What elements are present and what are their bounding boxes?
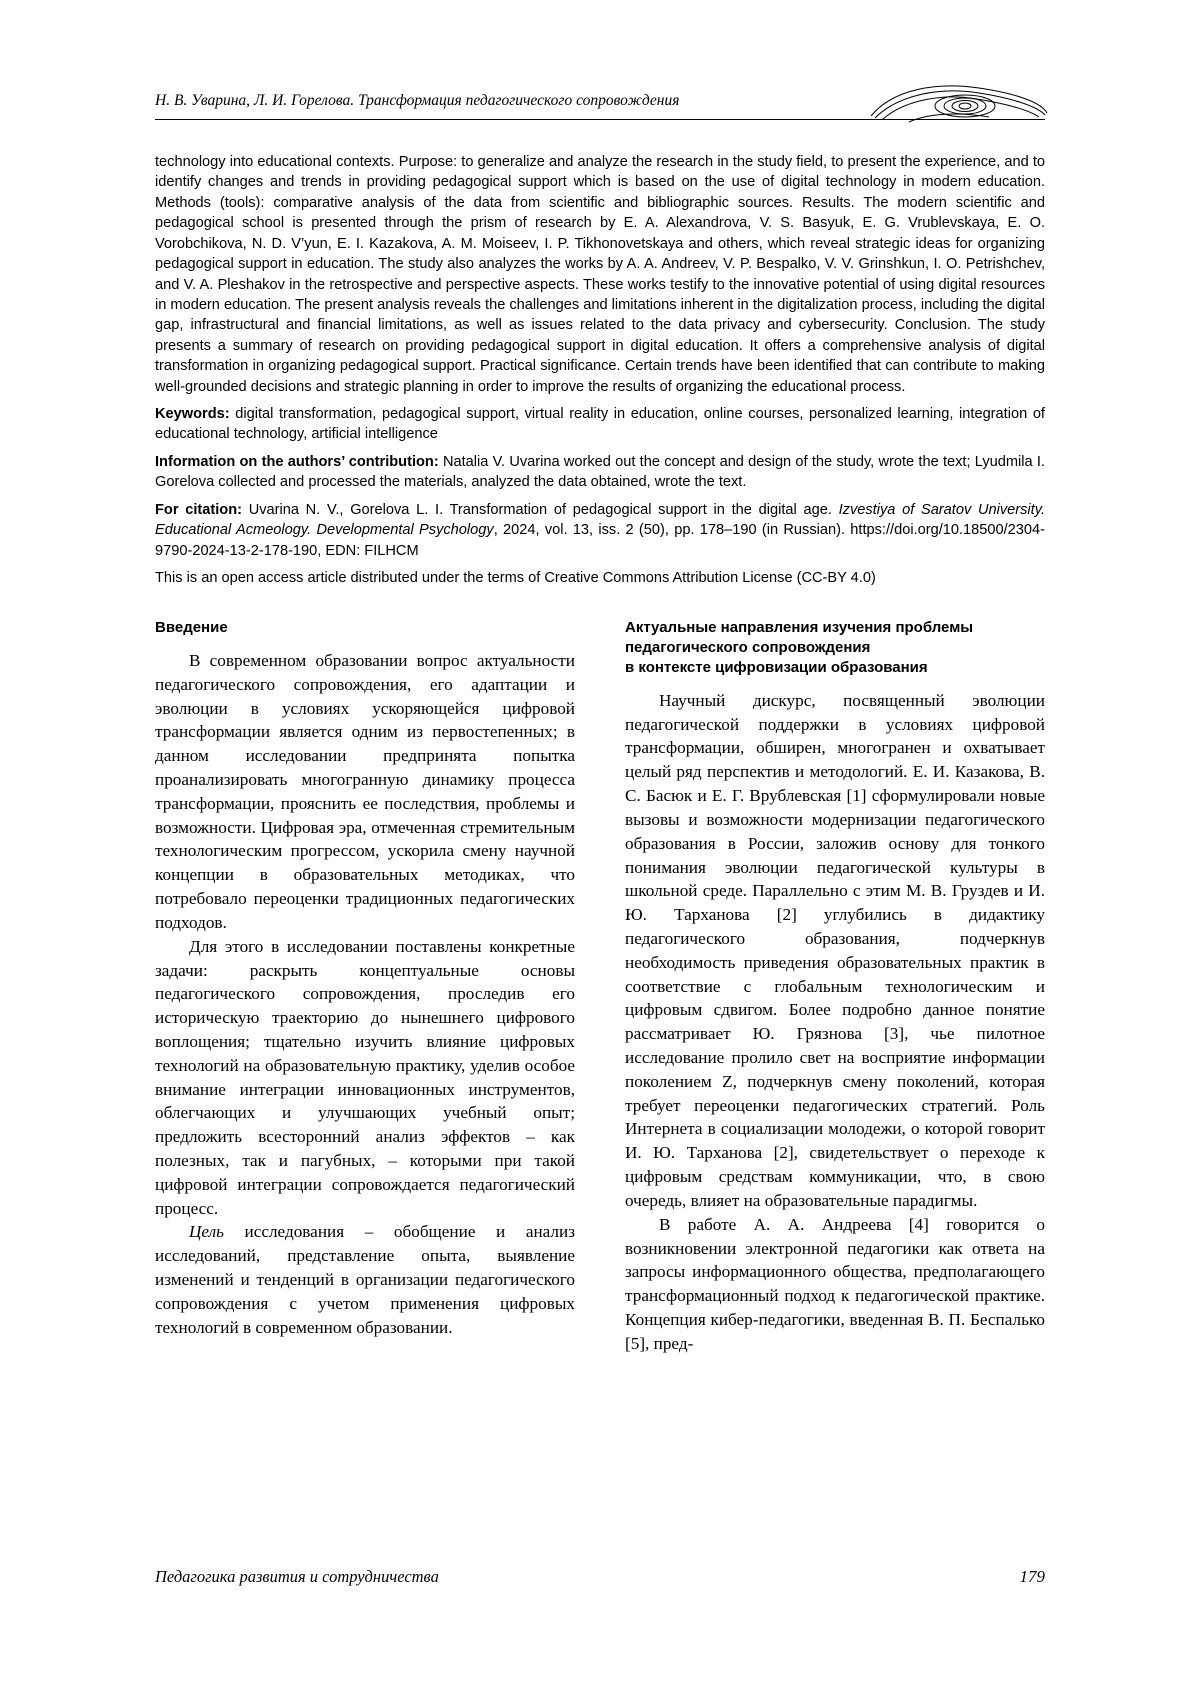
body-columns — [155, 618, 1045, 1398]
section-heading-line-1: Актуальные направления изучения проблемы — [625, 619, 974, 636]
page-number: 179 — [1019, 1567, 1045, 1586]
citation-label: For citation: — [155, 501, 242, 518]
running-head — [155, 92, 1045, 132]
license-text: This is an open access article distributed under the terms of Creative Commons Attribution License (CC-BY 4.0) — [155, 570, 876, 587]
contribution-label: Information on the authors’ contribution: — [155, 453, 439, 470]
citation-text-1: Uvarina N. V., Gorelova L. I. Transformation of pedagogical support in the digital age. — [248, 501, 839, 518]
abstract-block — [155, 152, 1045, 588]
column-left — [155, 618, 575, 1340]
running-head-text: Н. В. Уварина, Л. И. Горелова. Трансформация педагогического сопровождения — [155, 92, 680, 109]
wave-ornament-icon — [869, 82, 1049, 128]
contribution-line — [155, 452, 1045, 493]
paragraph: Научный дискурс, посвященный эволюции педагогической поддержки в условиях цифровой трансформации, обширен, многогранен и охватывает целый ряд перспектив и методологий. Е. И. Казакова, В. С. Басюк и Е. Г. Врублевская [1] сформулировали новые вызовы и возможности модернизации педагогического образования в России, заложив основу для тонкого понимания эволюции педагогической культуры в школьной среде. Параллельно с этим М. В. Груздев и И. Ю. Тарханова [2] углубились в дидактику педагогического образования, подчеркнув необходимость приведения образовательных практик в соответствие с глобальным технологическим и цифровым сдвигом. Более подробно данное понятие рассматривает Ю. Грязнова [3], чье пилотное исследование пролило свет на восприятие информации поколением Z, подчеркнув смену поколений, которая требует переоценки педагогических стратегий. Роль Интернета в социализации молодежи, о которой говорит И. Ю. Тарханова [2], свидетельствует о переходе к цифровым средствам коммуникации, что, в свою очередь, влияет на образовательные парадигмы. — [625, 690, 1045, 1210]
paragraph-goal — [155, 1220, 575, 1339]
keywords-label: Keywords: — [155, 406, 230, 423]
abstract-main — [155, 152, 1045, 397]
abstract-main-text: technology into educational contexts. Purpose: to generalize and analyze the research in the study field, to present the experience, and to identify changes and trends in providing pedagogical support which is based on the use of digital technology in modern education. Methods (tools): comparative analysis of the data from scientific and bibliographic sources. Results. The modern scientific and pedagogical school is presented through the prism of research by E. A. Alexandrova, V. S. Basyuk, E. G. Vrublevskaya, E. O. Vorobchikova, N. D. V’yun, E. I. Kazakova, A. M. Moiseev, I. P. Tikhonovetskaya and others, which reveal strategic ideas for organizing pedagogical support in education. The study also analyzes the works by A. A. Andreev, V. P. Bespalko, V. V. Grinshkun, I. O. Petrishchev, and V. A. Pleshakov in the retrospective and perspective aspects. These works testify to the innovative potential of using digital resources in modern education. The present analysis reveals the challenges and limitations inherent in the digitalization process, including the digital gap, infrastructural and financial limitations, as well as issues related to the data privacy and cybersecurity. Conclusion. The study presents a summary of research on providing pedagogical support in digital education. It offers a comprehensive analysis of digital transformation in organizing pedagogical support. Practical significance. Certain trends have been identified that can contribute to making well-grounded decisions and strategic planning in order to improve the results of organizing the educational process. — [155, 154, 1045, 395]
goal-label: Цель — [189, 1222, 224, 1242]
paragraph: В работе А. А. Андреева [4] говорится о возникновении электронной педагогики как ответа на запросы информационного общества, предполагающего трансформационный подход к педагогической практике. Концепция кибер-педагогики, введенная В. П. Беспалько [5], пред- — [625, 1214, 1045, 1353]
column-right — [625, 618, 1045, 1356]
footer-section-title: Педагогика развития и сотрудничества — [155, 1567, 439, 1586]
section-heading-introduction: Введение — [155, 619, 228, 636]
citation-journal: Izvestiya of Saratov University. Educational Acmeology. Developmental Psychology — [155, 501, 1045, 539]
paragraph: В современном образовании вопрос актуальности педагогического сопровождения, его адаптации и эволюции в условиях ускоряющейся цифровой трансформации является одним из первостепенных; в данном исследовании предпринята попытка проанализировать многогранную динамику процесса трансформации, прояснить ее последствия, проблемы и возможности. Цифровая эра, отмеченная стремительным технологическим прогрессом, ускорила смену научной концепции в образовательных методиках, что потребовало переоценки традиционных педагогических подходов. — [155, 650, 575, 932]
paragraph: Для этого в исследовании поставлены конкретные задачи: раскрыть концептуальные основы педагогического сопровождения, проследив его историческую траекторию до нынешнего цифрового воплощения; тщательно изучить влияние цифровых технологий на образовательную практику, уделив особое внимание интеграции инновационных инструментов, облегчающих и улучшающих учебный опыт; предложить всесторонний анализ эффектов – как полезных, так и пагубных, – которыми при такой цифровой интеграции сопровождается педагогический процесс. — [155, 936, 575, 1218]
license-line — [155, 568, 1045, 588]
contribution-text: Natalia V. Uvarina worked out the concept and design of the study, wrote the text; Lyudmila I. Gorelova collected and processed the materials, analyzed the data obtained, wrote the text. — [155, 453, 1045, 491]
citation-line — [155, 500, 1045, 561]
goal-text: исследования – обобщение и анализ исследований, представление опыта, выявление изменений и тенденций в организации педагогического сопровождения с учетом применения цифровых технологий в современном образовании. — [155, 1222, 575, 1337]
keywords-line — [155, 404, 1045, 445]
section-heading-line-2: педагогического сопровождения — [625, 638, 871, 656]
keywords-text: digital transformation, pedagogical support, virtual reality in education, online courses, personalized learning, integration of educational technology, artificial intelligence — [155, 406, 1045, 443]
section-heading-line-3: в контексте цифровизации образования — [625, 658, 928, 676]
citation-text-2: , 2024, vol. 13, iss. 2 (50), pp. 178–190 (in Russian). https://doi.org/10.18500/2304-9790-2024-13-2-178-190, EDN: FILHCM — [155, 522, 1046, 559]
section-heading-current-directions — [625, 618, 1045, 678]
